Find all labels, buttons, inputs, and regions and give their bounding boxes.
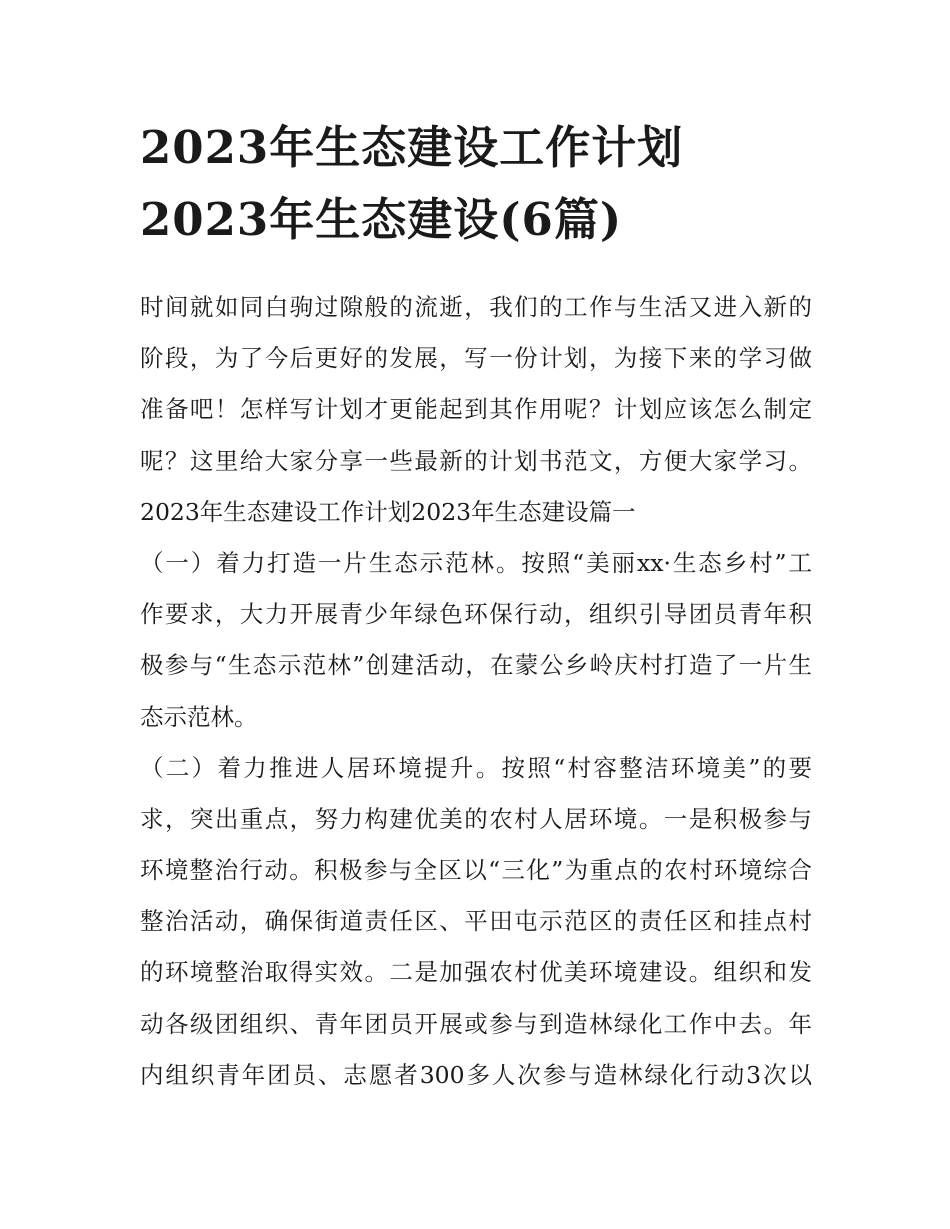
text-line: 整治活动，确保街道责任区、平田屯示范区的责任区和挂点村	[140, 907, 812, 936]
document-body	[140, 282, 812, 1101]
text-line: 作要求，大力开展青少年绿色环保行动，组织引导团员青年积	[140, 600, 812, 629]
text-line: 求，突出重点，努力构建优美的农村人居环境。一是积极参与	[140, 804, 812, 833]
text-line: 时间就如同白驹过隙般的流逝，我们的工作与生活又进入新的	[140, 293, 812, 321]
title-line-2: 2023年生态建设(6篇)	[140, 193, 623, 246]
text-line: 呢？这里给大家分享一些最新的计划书范文，方便大家学习。	[140, 446, 812, 475]
text-line: 环境整治行动。积极参与全区以“三化”为重点的农村环境综合	[140, 856, 812, 885]
text-line: （一）着力打造一片生态示范林。按照“美丽xx·生态乡村”工	[140, 548, 812, 577]
text-line: 内组织青年团员、志愿者300多人次参与造林绿化行动3次以	[140, 1060, 812, 1089]
document-page	[140, 112, 812, 1101]
title-line-1: 2023年生态建设工作计划	[140, 121, 684, 174]
text-line: （二）着力推进人居环境提升。按照“村容整洁环境美”的要	[140, 753, 812, 782]
text-line: 态示范林。	[140, 702, 258, 731]
text-line: 阶段，为了今后更好的发展，写一份计划，为接下来的学习做	[140, 344, 812, 373]
text-line: 的环境整治取得实效。二是加强农村优美环境建设。组织和发	[140, 958, 812, 987]
text-line: 动各级团组织、青年团员开展或参与到造林绿化工作中去。年	[140, 1009, 812, 1038]
document-title	[140, 112, 812, 256]
text-line: 极参与“生态示范林”创建活动，在蒙公乡岭庆村打造了一片生	[140, 651, 812, 680]
section-heading: 2023年生态建设工作计划2023年生态建设篇一	[140, 497, 636, 526]
text-line: 准备吧！怎样写计划才更能起到其作用呢？计划应该怎么制定	[140, 395, 812, 424]
